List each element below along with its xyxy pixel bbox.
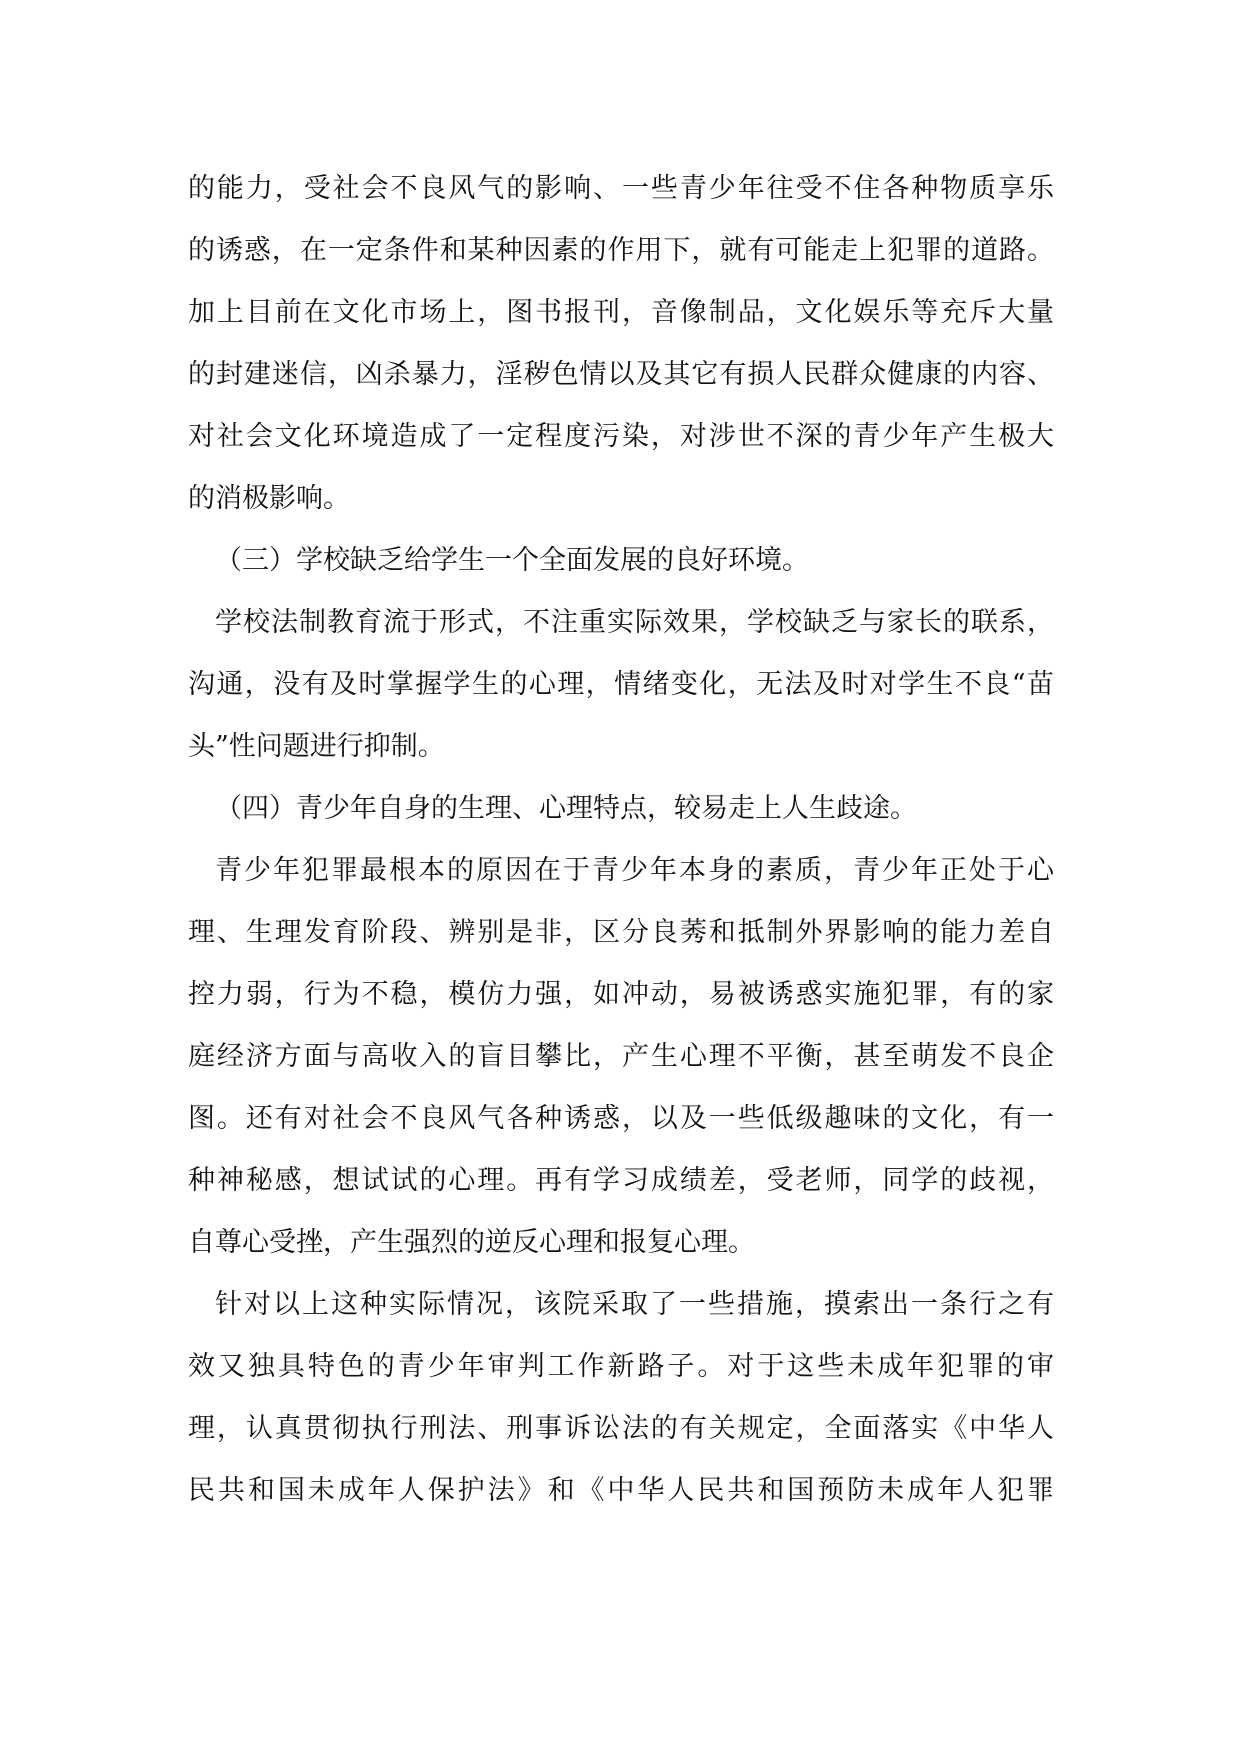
text-line: 针对以上这种实际情况，该院采取了一些措施，摸索出一条行之有 bbox=[215, 1289, 1054, 1320]
text-line: 理、生理发育阶段、辨别是非，区分良莠和抵制外界影响的能力差自 bbox=[188, 917, 1054, 948]
text-line: 加上目前在文化市场上，图书报刊，音像制品，文化娱乐等充斥大量 bbox=[188, 297, 1054, 328]
text-line: 民共和国未成年人保护法》和《中华人民共和国预防未成年人犯罪 bbox=[188, 1475, 1054, 1506]
text-line: 种神秘感，想试试的心理。再有学习成绩差，受老师，同学的歧视， bbox=[188, 1165, 1054, 1196]
text-line: 头”性问题进行抑制。 bbox=[188, 731, 445, 762]
text-line: 的能力，受社会不良风气的影响、一些青少年往受不住各种物质享乐 bbox=[188, 173, 1054, 204]
text-line: 自尊心受挫，产生强烈的逆反心理和报复心理。 bbox=[188, 1227, 755, 1258]
text-line: 理，认真贯彻执行刑法、刑事诉讼法的有关规定，全面落实《中华人 bbox=[188, 1413, 1054, 1444]
document-body bbox=[188, 158, 1054, 1522]
text-line: 的封建迷信，凶杀暴力，淫秽色情以及其它有损人民群众健康的内容、 bbox=[188, 359, 1054, 390]
text-line: 的诱惑，在一定条件和某种因素的作用下，就有可能走上犯罪的道路。 bbox=[188, 235, 1054, 266]
text-line: 沟通，没有及时掌握学生的心理，情绪变化，无法及时对学生不良“苗 bbox=[188, 669, 1054, 700]
text-line: 控力弱，行为不稳，模仿力强，如冲动，易被诱惑实施犯罪，有的家 bbox=[188, 979, 1054, 1010]
section-heading: （四）青少年自身的生理、心理特点，较易走上人生歧途。 bbox=[215, 793, 917, 824]
section-heading: （三）学校缺乏给学生一个全面发展的良好环境。 bbox=[215, 545, 809, 576]
text-line: 的消极影响。 bbox=[188, 483, 350, 514]
text-line: 效又独具特色的青少年审判工作新路子。对于这些未成年犯罪的审 bbox=[188, 1351, 1054, 1382]
text-line: 学校法制教育流于形式，不注重实际效果，学校缺乏与家长的联系， bbox=[215, 607, 1054, 638]
text-line: 对社会文化环境造成了一定程度污染，对涉世不深的青少年产生极大 bbox=[188, 421, 1054, 452]
text-line: 图。还有对社会不良风气各种诱惑，以及一些低级趣味的文化，有一 bbox=[188, 1103, 1054, 1134]
text-line: 青少年犯罪最根本的原因在于青少年本身的素质，青少年正处于心 bbox=[215, 855, 1054, 886]
text-line: 庭经济方面与高收入的盲目攀比，产生心理不平衡，甚至萌发不良企 bbox=[188, 1041, 1054, 1072]
